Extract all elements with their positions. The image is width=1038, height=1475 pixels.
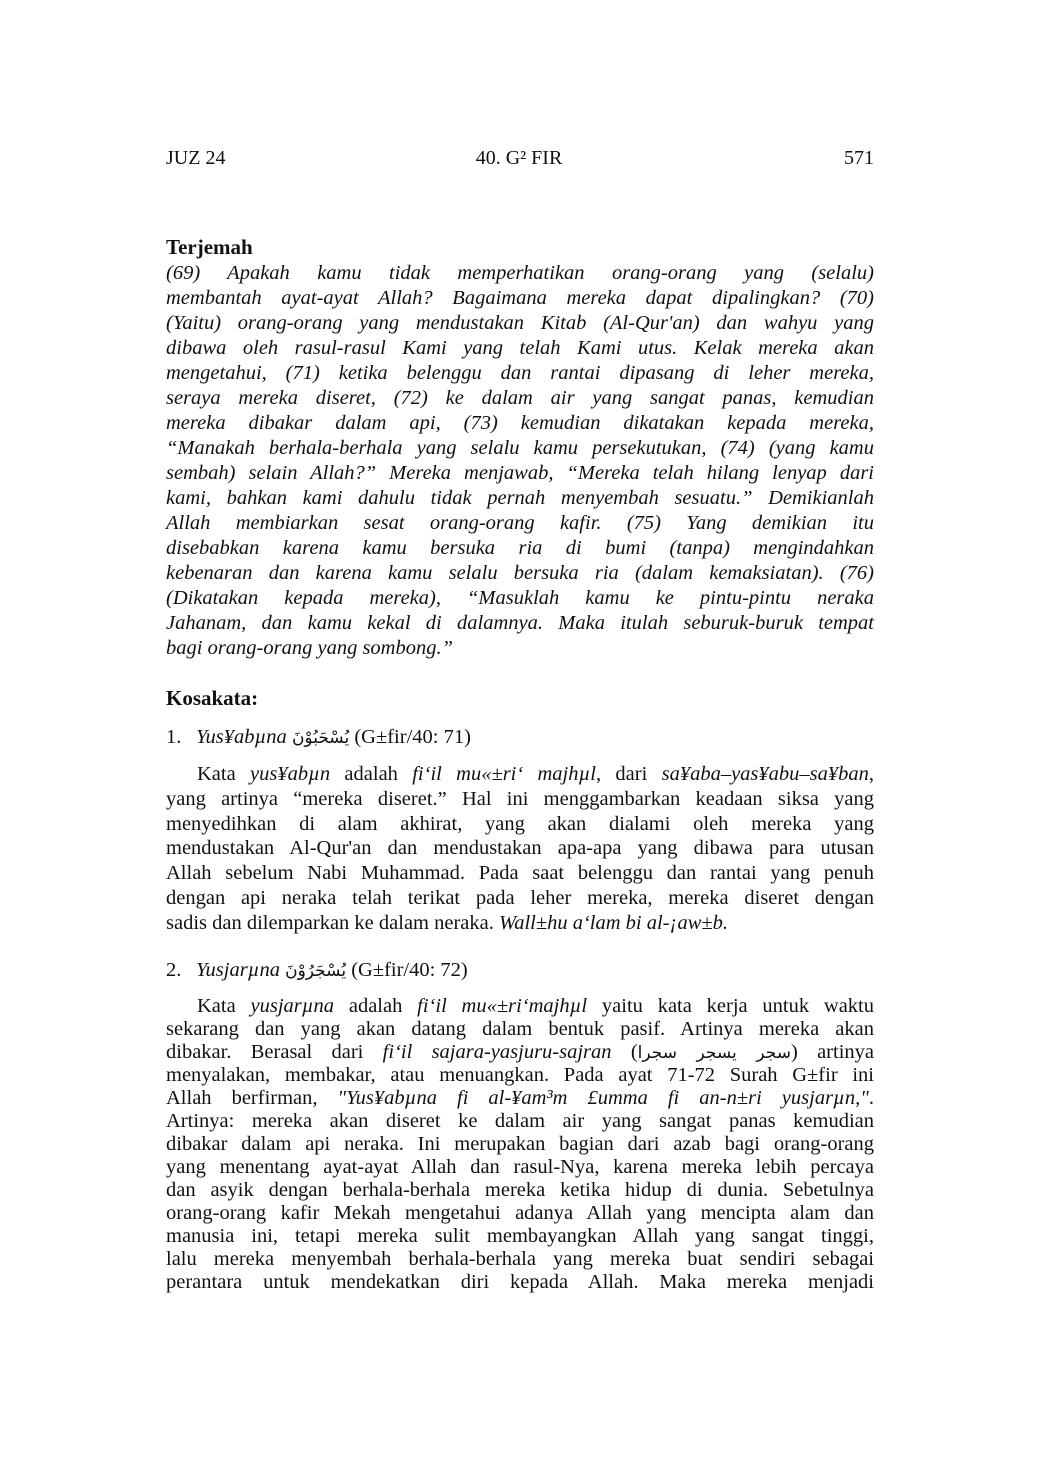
italic-term: "Yus¥abµna fi al-¥am³m £umma fi an-n±ri yusjarµn,"	[337, 1087, 869, 1109]
vocab-paragraph-2	[166, 995, 874, 1294]
text-segment: ,	[868, 763, 875, 785]
text-line	[166, 1087, 874, 1110]
text-line	[166, 486, 874, 511]
text-line	[166, 1179, 874, 1202]
italic-term: yus¥abµn	[250, 763, 331, 785]
text-line	[166, 886, 874, 911]
vocab-reference: (G±fir/40: 71)	[354, 726, 471, 748]
text-segment: perantara untuk mendekatkan diri kepada Allah. Maka mereka menjadi	[166, 1271, 874, 1293]
text-line	[166, 1041, 874, 1064]
italic-term: mengetahui, (71) ketika belenggu dan rantai dipasang di leher mereka,	[166, 362, 874, 384]
vocab-reference: (G±fir/40: 72)	[351, 959, 468, 981]
text-segment: sekarang dan yang akan datang dalam bentuk pasif. Artinya mereka akan	[166, 1018, 874, 1040]
text-segment: dibakar. Berasal dari	[166, 1041, 383, 1063]
italic-term: “Manakah berhala-berhala yang selalu kamu persekutukan, (74) (yang kamu	[166, 437, 874, 459]
text-line	[166, 611, 874, 636]
vocab-term: Yus¥abµna	[196, 726, 287, 748]
text-segment: adalah	[334, 995, 418, 1017]
text-segment: lalu mereka menyembah berhala-berhala yang mereka buat sendiri sebagai	[166, 1248, 874, 1270]
text-segment: Kata	[197, 995, 251, 1017]
text-segment: menyedihkan di alam akhirat, yang akan dialami oleh mereka yang	[166, 812, 874, 835]
italic-term: (69) Apakah kamu tidak memperhatikan orang-orang yang (selalu)	[166, 262, 874, 284]
italic-term: seraya mereka diseret, (72) ke dalam air yang sangat panas, kemudian	[166, 387, 874, 409]
arabic-text: سجر يسجر سجرا	[637, 1043, 791, 1063]
italic-term: yusjarµna	[250, 995, 335, 1017]
text-line	[166, 636, 874, 661]
item-number: 1.	[166, 726, 182, 748]
text-segment: Allah berfirman,	[166, 1087, 338, 1109]
text-segment: manusia ini, tetapi mereka sulit membayangkan Allah yang sangat tinggi,	[166, 1225, 874, 1247]
text-line	[166, 286, 874, 311]
text-line	[166, 995, 874, 1018]
italic-term: sembah) selain Allah?” Mereka menjawab, “Mereka telah hilang lenyap dari	[166, 462, 874, 484]
text-segment: Kata	[197, 763, 250, 785]
italic-term: fi‘il sajara-yasjuru-sajran	[382, 1041, 612, 1063]
text-segment: adalah	[330, 763, 413, 785]
italic-term: dibawa oleh rasul-rasul Kami yang telah Kami utus. Kelak mereka akan	[166, 337, 874, 359]
page-number: 571	[844, 147, 874, 169]
terjemah-heading: Terjemah	[166, 235, 253, 259]
italic-term: sa¥aba–yas¥abu–sa¥ban	[661, 763, 869, 785]
text-line	[166, 762, 874, 787]
text-line	[166, 386, 874, 411]
italic-term: membantah ayat-ayat Allah? Bagaimana mereka dapat dipalingkan? (70)	[166, 287, 874, 309]
text-segment: (	[611, 1041, 638, 1063]
text-line	[166, 411, 874, 436]
vocab-paragraph-1	[166, 762, 874, 936]
text-segment: mendustakan Al-Qur'an dan mendustakan apa-apa yang dibawa para utusan	[166, 837, 874, 860]
italic-term: bagi orang-orang yang sombong.”	[166, 637, 454, 659]
text-line	[166, 586, 874, 611]
text-segment: , dari	[596, 763, 662, 785]
text-segment: .	[868, 1087, 874, 1109]
italic-term: (Dikatakan kepada mereka), “Masuklah kamu ke pintu-pintu neraka	[166, 587, 874, 609]
vocab-item-1	[166, 724, 471, 751]
text-segment: dan asyik dengan berhala-berhala mereka ketika hidup di dunia. Sebetulnya	[166, 1179, 874, 1201]
text-line	[166, 1064, 874, 1087]
text-line	[166, 511, 874, 536]
text-line	[166, 1018, 874, 1041]
vocab-arabic: يُسْجَرُوْنَ	[285, 961, 347, 981]
vocab-term: Yusjarµna	[196, 959, 280, 981]
text-segment: sadis dan dilemparkan ke dalam neraka.	[166, 911, 499, 934]
text-segment: Allah sebelum Nabi Muhammad. Pada saat belenggu dan rantai yang penuh	[166, 862, 874, 885]
vocab-item-2	[166, 957, 468, 984]
text-segment: dengan api neraka telah terikat pada leher mereka, mereka diseret dengan	[166, 886, 874, 909]
italic-term: mereka dibakar dalam api, (73) kemudian dikatakan kepada mereka,	[166, 412, 874, 434]
text-line	[166, 561, 874, 586]
text-segment: Artinya: mereka akan diseret ke dalam air yang sangat panas kemudian	[166, 1110, 874, 1132]
text-line	[166, 1156, 874, 1179]
text-line	[166, 461, 874, 486]
italic-term: (Yaitu) orang-orang yang mendustakan Kitab (Al-Qur'an) dan wahyu yang	[166, 312, 874, 334]
text-line	[166, 1225, 874, 1248]
running-header-juz: JUZ 24	[166, 147, 226, 169]
kosakata-heading: Kosakata:	[166, 686, 259, 710]
text-line	[166, 861, 874, 886]
text-line	[166, 1110, 874, 1133]
italic-term: fi‘il mu«±ri‘ majhµl	[412, 763, 596, 785]
text-line	[166, 836, 874, 861]
italic-term: Wall±hu a‘lam bi al-¡aw±b.	[499, 911, 729, 934]
text-segment: ) artinya	[790, 1041, 874, 1063]
italic-term: kami, bahkan kami dahulu tidak pernah menyembah sesuatu.” Demikianlah	[166, 487, 874, 509]
text-line	[166, 1271, 874, 1294]
text-line	[166, 911, 874, 936]
text-line	[166, 1202, 874, 1225]
text-line	[166, 1248, 874, 1271]
text-line	[166, 361, 874, 386]
text-line	[166, 436, 874, 461]
terjemah-paragraph	[166, 261, 874, 661]
italic-term: disebabkan karena kamu bersuka ria di bumi (tanpa) mengindahkan	[166, 537, 874, 559]
italic-term: Jahanam, dan kamu kekal di dalamnya. Maka itulah seburuk-buruk tempat	[166, 612, 874, 634]
italic-term: kebenaran dan karena kamu selalu bersuka ria (dalam kemaksiatan). (76)	[166, 562, 874, 584]
item-number: 2.	[166, 959, 182, 981]
running-header-surah: 40. G² FIR	[475, 147, 563, 169]
italic-term: fi‘il mu«±ri‘majhµl	[417, 995, 588, 1017]
text-line	[166, 536, 874, 561]
text-line	[166, 812, 874, 837]
text-segment: menyalakan, membakar, atau menuangkan. Pada ayat 71-72 Surah G±fir ini	[166, 1064, 874, 1086]
text-segment: yang artinya “mereka diseret.” Hal ini menggambarkan keadaan siksa yang	[166, 787, 874, 810]
text-segment: orang-orang kafir Mekah mengetahui adanya Allah yang mencipta alam dan	[166, 1202, 874, 1224]
text-segment: yaitu kata kerja untuk waktu	[587, 995, 874, 1017]
text-line	[166, 311, 874, 336]
vocab-arabic: يُسْحَبُوْنَ	[291, 728, 350, 748]
text-segment: dibakar dalam api neraka. Ini merupakan bagian dari azab bagi orang-orang	[166, 1133, 874, 1155]
text-line	[166, 787, 874, 812]
text-line	[166, 1133, 874, 1156]
text-line	[166, 336, 874, 361]
text-line	[166, 261, 874, 286]
text-segment: yang menentang ayat-ayat Allah dan rasul-Nya, karena mereka lebih percaya	[166, 1156, 874, 1178]
italic-term: Allah membiarkan sesat orang-orang kafir. (75) Yang demikian itu	[166, 512, 874, 534]
